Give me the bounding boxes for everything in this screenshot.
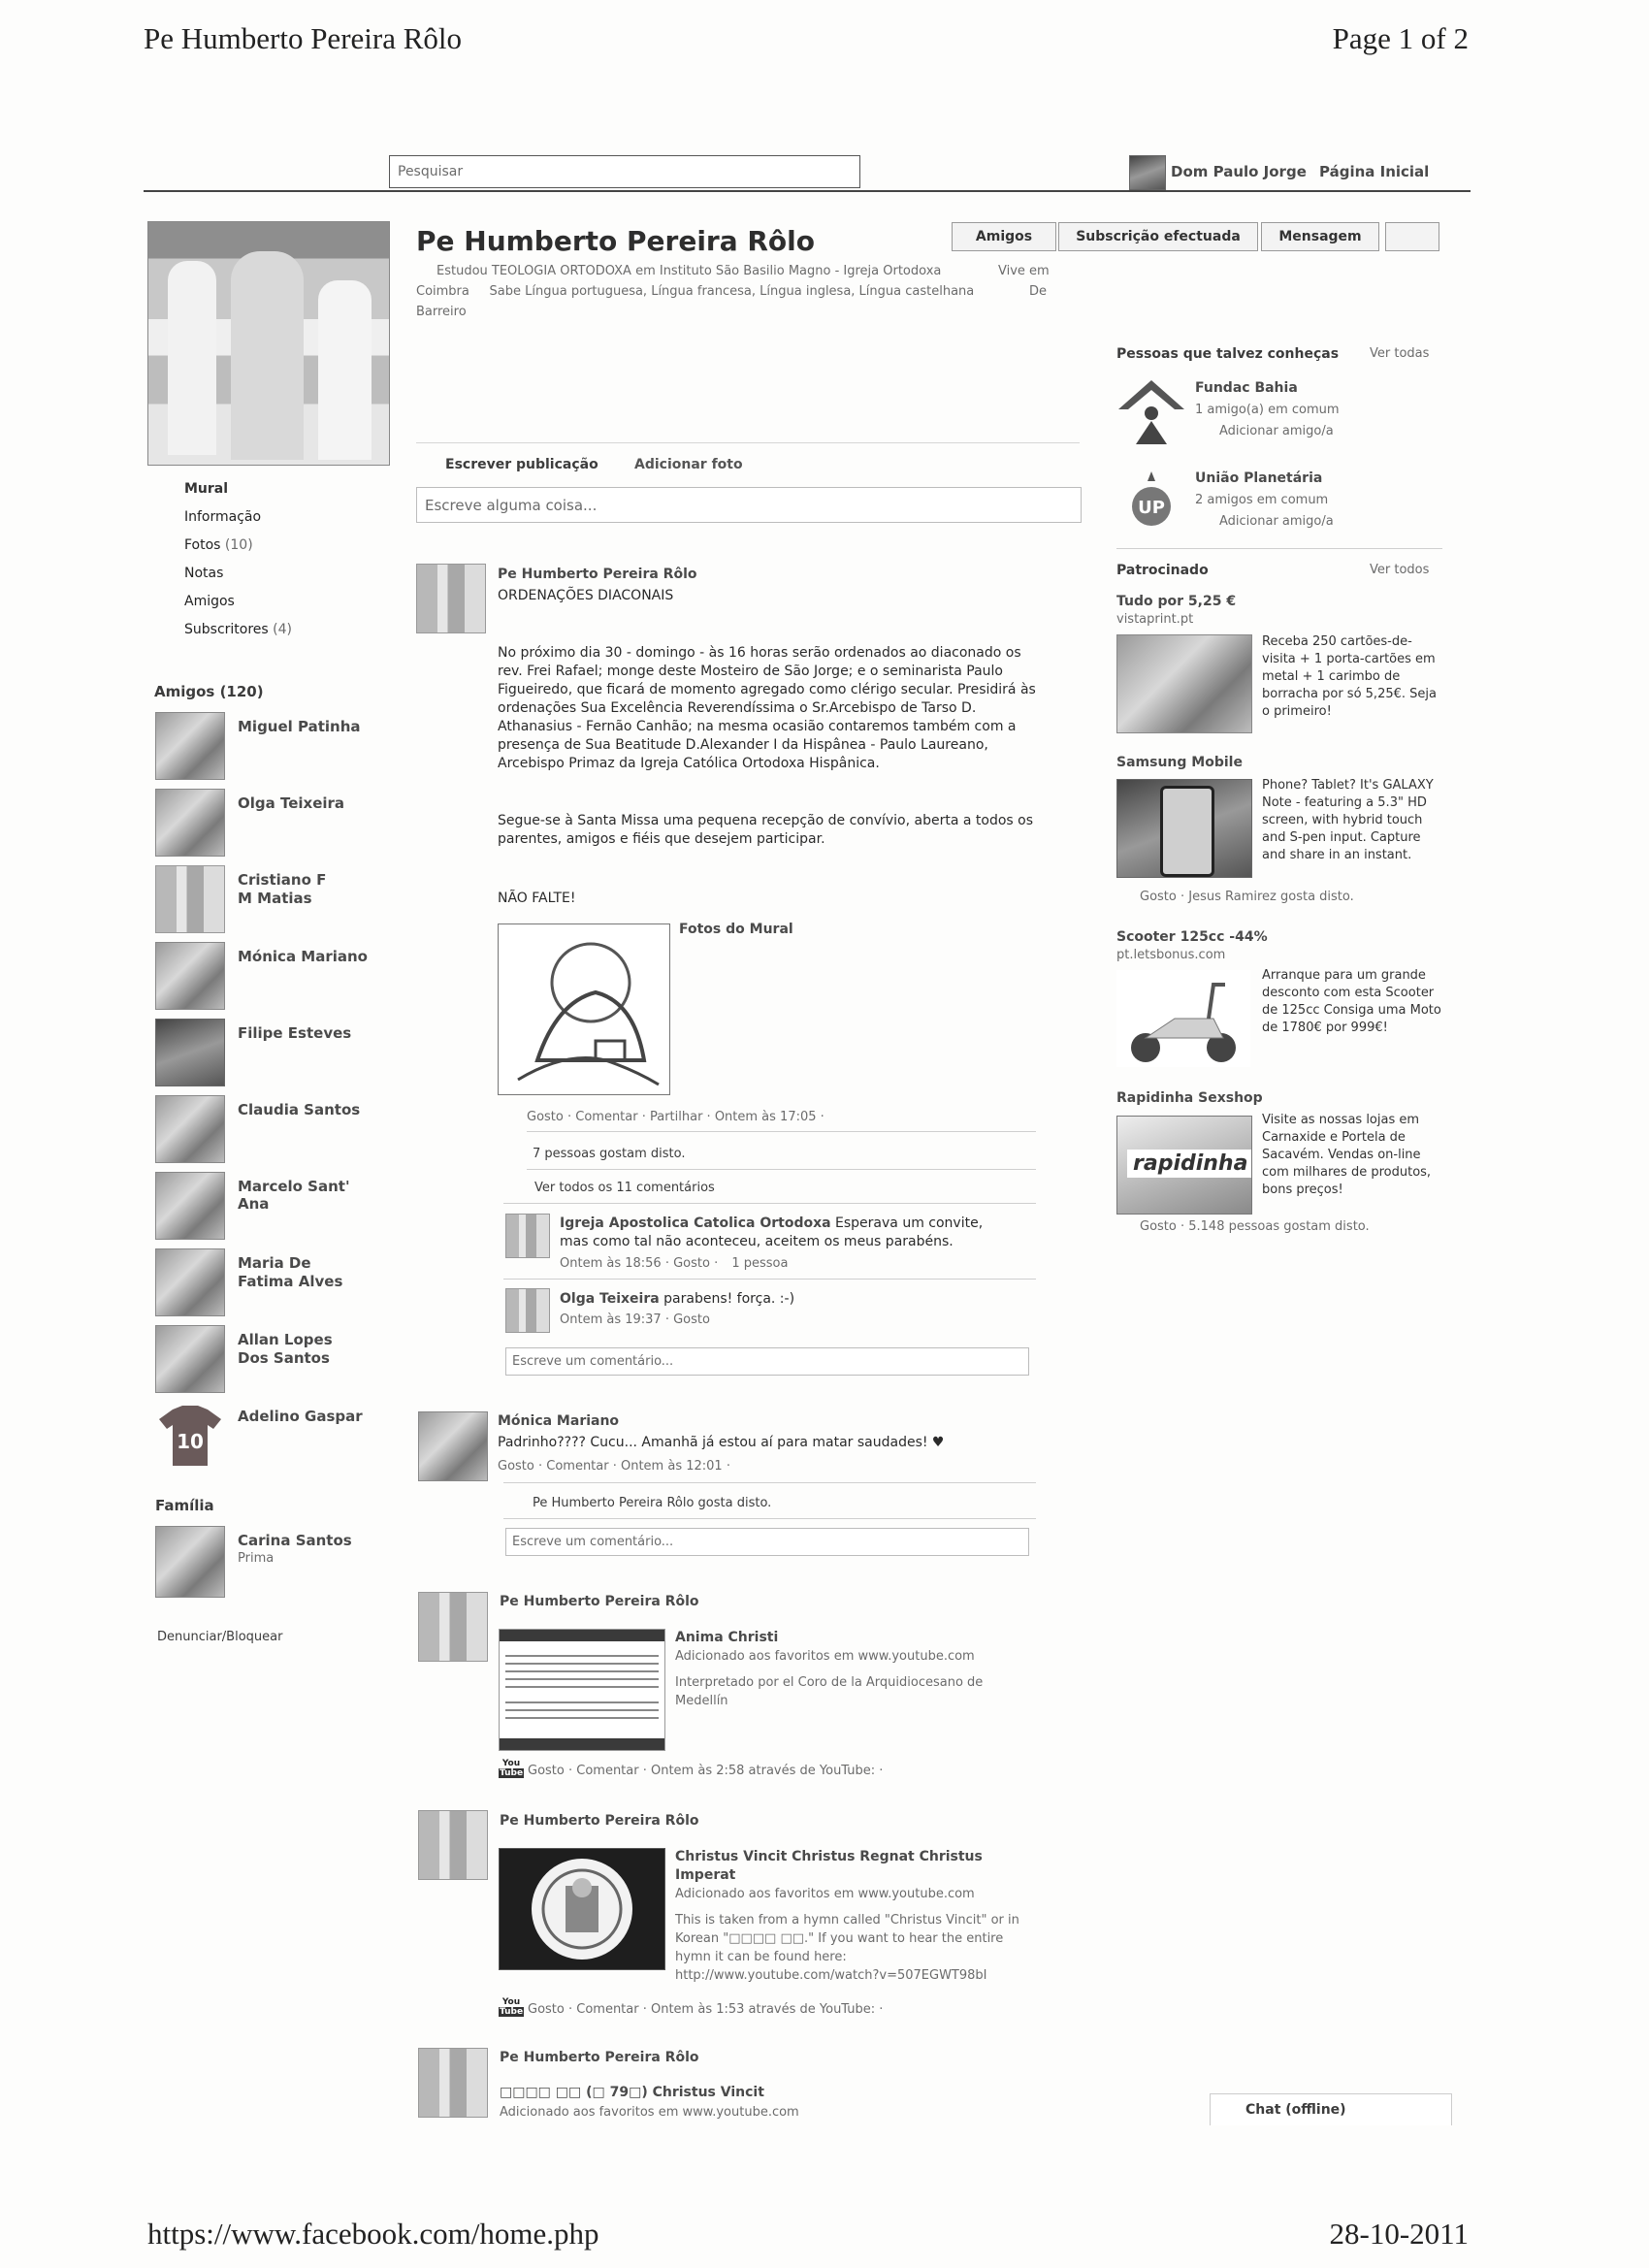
profile-info-line3: Barreiro [416, 305, 467, 319]
ad-image[interactable] [1116, 634, 1252, 733]
profile-info-line2: Coimbra Sabe Língua portuguesa, Língua francesa, Língua inglesa, Língua castelhana [416, 284, 975, 299]
comment-meta[interactable]: Ontem às 18:56 · Gosto · 1 pessoa [560, 1256, 789, 1271]
ad-title[interactable]: Tudo por 5,25 € [1116, 594, 1237, 609]
pymk-name[interactable]: Fundac Bahia [1195, 380, 1298, 396]
globe-logo-icon [1116, 466, 1186, 535]
video-thumbnail[interactable] [499, 1629, 665, 1751]
topbar-divider [144, 190, 1471, 192]
friends-button[interactable]: Amigos [952, 222, 1056, 251]
comment-text: Olga Teixeira parabens! força. :-) [560, 1291, 795, 1307]
post-actions[interactable]: Gosto · Comentar · Ontem às 1:53 através de YouTube: · [528, 2002, 884, 2017]
pymk-mutual[interactable]: 1 amigo(a) em comum [1195, 403, 1340, 417]
link-title[interactable]: Anima Christi [675, 1630, 779, 1645]
svg-text:10: 10 [177, 1430, 204, 1453]
ad-text[interactable]: Visite as nossas lojas em Carnaxide e Portela de Sacavém. Vendas on-line com milhares de produtos, bons preços! [1262, 1113, 1432, 1197]
nav-item-notes[interactable]: Notas [184, 566, 224, 581]
ad-text[interactable]: Receba 250 cartões-de-visita + 1 porta-cartões em metal + 1 carimbo de borracha por só 5,25€. Seja o primeiro! [1262, 634, 1437, 719]
post-author-avatar[interactable] [418, 1592, 488, 1662]
ad-image[interactable] [1116, 779, 1252, 878]
ad-title[interactable]: Samsung Mobile [1116, 755, 1243, 770]
ad-title[interactable]: Rapidinha Sexshop [1116, 1090, 1263, 1106]
search-placeholder: Pesquisar [398, 164, 464, 179]
post-actions[interactable]: Gosto · Comentar · Partilhar · Ontem às 17:05 · [527, 1110, 824, 1124]
tab-write-post[interactable]: Escrever publicação [445, 457, 598, 472]
tab-add-photo[interactable]: Adicionar foto [634, 457, 743, 472]
status-input[interactable]: Escreve alguma coisa... [416, 487, 1082, 523]
nav-item-friends[interactable]: Amigos [184, 594, 235, 609]
ad-domain[interactable]: pt.letsbonus.com [1116, 948, 1226, 962]
pymk-name[interactable]: União Planetária [1195, 470, 1323, 486]
view-all-comments[interactable]: Ver todos os 11 comentários [534, 1181, 715, 1195]
post-author[interactable]: Pe Humberto Pereira Rôlo [500, 1594, 699, 1609]
nav-item-subscribers[interactable]: Subscritores (4) [184, 622, 292, 637]
post-likes[interactable]: Pe Humberto Pereira Rôlo gosta disto. [533, 1496, 772, 1510]
post-title: ORDENAÇÕES DIACONAIS [498, 588, 674, 603]
print-header-page: Page 1 of 2 [1332, 21, 1469, 55]
post-actions[interactable]: Gosto · Comentar · Ontem às 2:58 através de YouTube: · [528, 1764, 884, 1778]
subscribed-button[interactable]: Subscrição efectuada [1058, 222, 1258, 251]
print-footer-url: https://www.facebook.com/home.php [147, 2217, 599, 2251]
friends-section-title[interactable]: Amigos (120) [154, 683, 264, 700]
post-paragraph: No próximo dia 30 - domingo - às 16 horas serão ordenados ao diaconado os rev. Frei Rafael; monge deste Mosteiro de São Jorge; e o seminarista Paulo Figueiredo, que ficará de momento agregado como clérigo secular. Presidirá às ordenações Sua Excelência Reverendíssima o Sr.Arcebispo de Tarso D. Athanasius - Fernão Canhão; na mesma ocasião contaremos também com a presença de Sua Beatitude D.Alexander I da Hispânea - Paulo Laureano, Arcebispo Primaz da Igreja Católica Ortodoxa Hispânica. [498, 645, 1036, 771]
house-logo-icon [1116, 376, 1186, 446]
svg-text:UP: UP [1138, 498, 1165, 518]
message-button[interactable]: Mensagem [1261, 222, 1379, 251]
link-source: Adicionado aos favoritos em www.youtube.com [675, 1887, 975, 1901]
comment-meta[interactable]: Ontem às 19:37 · Gosto [560, 1312, 710, 1327]
post-author[interactable]: Pe Humberto Pereira Rôlo [500, 1813, 699, 1829]
jersey-icon [159, 1406, 221, 1466]
post-paragraph: Segue-se à Santa Missa uma pequena recepção de convívio, aberta a todos os parentes, amigos e fiéis que desejem participar. [498, 813, 1034, 847]
comment-text: Igreja Apostolica Catolica Ortodoxa Esperava um convite, mas como tal não aconteceu, aceitem os meus parabéns. [560, 1215, 984, 1249]
report-link[interactable]: Denunciar/Bloquear [157, 1630, 283, 1644]
post-author[interactable]: Pe Humberto Pereira Rôlo [500, 2050, 699, 2065]
comment-avatar[interactable] [505, 1288, 550, 1333]
scooter-icon[interactable] [1116, 970, 1250, 1067]
ad-text[interactable]: Phone? Tablet? It's GALAXY Note - featuring a 5.3" HD screen, with hybrid touch and S-pen input. Capture and share in an instant. [1262, 778, 1434, 862]
ad-text[interactable]: Arranque para um grande desconto com esta Scooter de 125cc Consiga uma Moto de 1780€ por 999€! [1262, 968, 1441, 1035]
profile-info-de: De [1029, 284, 1048, 299]
post-author[interactable]: Pe Humberto Pereira Rôlo [498, 567, 697, 582]
profile-info-line1: Estudou TEOLOGIA ORTODOXA em Instituto São Basilio Magno - Igreja Ortodoxa [436, 264, 942, 278]
link-description: Interpretado por el Coro de la Arquidiocesano de Medellín [675, 1675, 984, 1708]
youtube-icon: You Tube [499, 1997, 524, 2017]
comment-input[interactable]: Escreve um comentário... [505, 1528, 1029, 1556]
youtube-icon: You Tube [499, 1759, 524, 1778]
profile-picture[interactable] [147, 221, 390, 466]
ad-social[interactable]: Gosto · 5.148 pessoas gostam disto. [1140, 1219, 1370, 1234]
ad-social[interactable]: Gosto · Jesus Ramirez gosta disto. [1140, 890, 1354, 904]
avatar[interactable] [1129, 155, 1166, 190]
post-text: Padrinho???? Cucu... Amanhã já estou aí para matar saudades! ♥ [498, 1435, 945, 1450]
profile-name: Pe Humberto Pereira Rôlo [416, 225, 816, 257]
nav-item-info[interactable]: Informação [184, 509, 262, 525]
link-title[interactable]: Christus Vincit Christus Regnat Christus Imperat [675, 1849, 983, 1883]
link-source: Adicionado aos favoritos em www.youtube.com [500, 2105, 799, 2120]
topbar-user-name[interactable]: Dom Paulo Jorge [1171, 163, 1307, 180]
comment-input[interactable]: Escreve um comentário... [505, 1347, 1029, 1376]
nav-item-photos[interactable]: Fotos (10) [184, 537, 253, 553]
post-author-avatar[interactable] [418, 1411, 488, 1481]
sponsored-see-all[interactable]: Ver todos [1370, 563, 1430, 577]
ad-domain[interactable]: vistaprint.pt [1116, 612, 1194, 627]
home-link[interactable]: Página Inicial [1319, 163, 1430, 180]
add-friend-button[interactable]: Adicionar amigo/a [1219, 514, 1334, 529]
link-title[interactable]: □□□□ □□ (□ 79□) Christus Vincit [500, 2085, 764, 2100]
profile-nav [184, 481, 292, 650]
pymk-mutual[interactable]: 2 amigos em comum [1195, 493, 1329, 507]
more-button[interactable] [1385, 222, 1439, 251]
sponsored-title: Patrocinado [1116, 563, 1209, 578]
post-image[interactable] [498, 923, 670, 1095]
album-link[interactable]: Fotos do Mural [679, 922, 793, 937]
post-paragraph: NÃO FALTE! [498, 891, 576, 906]
comment-avatar[interactable] [505, 1214, 550, 1258]
link-source: Adicionado aos favoritos em www.youtube.com [675, 1649, 975, 1664]
ad-image[interactable]: rapidinha [1116, 1116, 1252, 1215]
post-author-avatar[interactable] [418, 1810, 488, 1880]
print-footer-date: 28-10-2011 [1329, 2217, 1469, 2251]
post-actions[interactable]: Gosto · Comentar · Ontem às 12:01 · [498, 1459, 730, 1474]
chat-label: Chat (offline) [1245, 2102, 1346, 2118]
print-header-title: Pe Humberto Pereira Rôlo [144, 21, 463, 55]
ad-title[interactable]: Scooter 125cc -44% [1116, 929, 1268, 945]
post-author[interactable]: Mónica Mariano [498, 1413, 620, 1429]
nav-item-mural[interactable]: Mural [184, 481, 229, 497]
chat-bar[interactable] [1210, 2093, 1452, 2125]
profile-info-vive: Vive em [998, 264, 1050, 278]
link-description: This is taken from a hymn called "Christus Vincit" or in Korean "□□□□ □□." If you want to hear the entire hymn it can be found here: http://www.youtube.com/watch?v=507EGWT98bI [675, 1913, 1019, 1983]
post-author-avatar[interactable] [418, 2048, 488, 2118]
pymk-see-all[interactable]: Ver todas [1370, 346, 1430, 361]
family-section-title: Família [155, 1497, 214, 1514]
post-likes[interactable]: 7 pessoas gostam disto. [533, 1147, 686, 1161]
add-friend-button[interactable]: Adicionar amigo/a [1219, 424, 1334, 438]
pymk-title: Pessoas que talvez conheças [1116, 346, 1340, 362]
post-author-avatar[interactable] [416, 564, 486, 633]
video-thumbnail[interactable] [499, 1848, 665, 1970]
search-input[interactable] [389, 155, 860, 188]
